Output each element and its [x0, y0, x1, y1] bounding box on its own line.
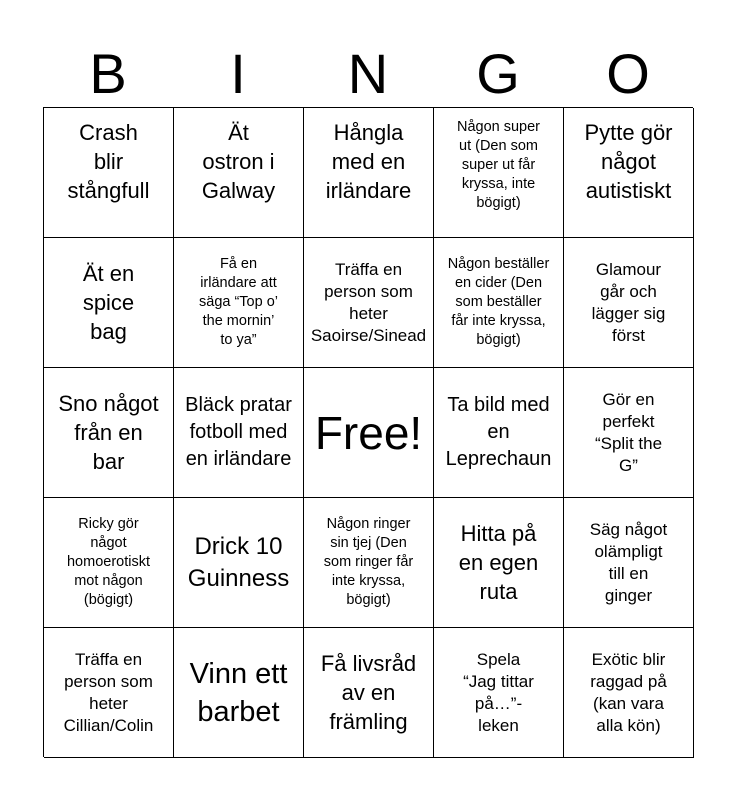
bingo-cell[interactable] — [564, 628, 694, 758]
cell-text: Crash blir stångfull — [67, 120, 150, 203]
cell-text: Ta bild med en Leprechaun — [445, 394, 552, 470]
bingo-cell[interactable] — [564, 238, 694, 368]
cell-text: Hitta på en egen ruta — [458, 521, 539, 604]
bingo-cell[interactable] — [304, 628, 434, 758]
bingo-cell[interactable] — [44, 368, 174, 498]
cell-text: Gör en perfekt “Split the G” — [594, 389, 663, 475]
bingo-cell[interactable] — [174, 238, 304, 368]
cell-text: Ät en spice bag — [82, 261, 135, 344]
cell-text: Få livsråd av en främling — [320, 651, 417, 734]
bingo-cell[interactable] — [174, 368, 304, 498]
bingo-cell[interactable] — [174, 108, 304, 238]
bingo-cell[interactable] — [174, 498, 304, 628]
cell-text: Bläck pratar fotboll med en irländare — [185, 394, 292, 470]
bingo-cell[interactable] — [304, 108, 434, 238]
bingo-cell[interactable] — [44, 628, 174, 758]
bingo-cell[interactable] — [434, 498, 564, 628]
cell-text: Ät ostron i Galway — [201, 120, 276, 203]
bingo-cell[interactable] — [44, 238, 174, 368]
bingo-cell[interactable] — [304, 238, 434, 368]
header-letter-g: G — [476, 42, 520, 105]
bingo-cell[interactable] — [564, 368, 694, 498]
bingo-cell[interactable] — [434, 238, 564, 368]
free-space-cell[interactable] — [304, 368, 434, 498]
bingo-cell[interactable] — [304, 498, 434, 628]
cell-text: Sno något från en bar — [58, 391, 159, 474]
cell-text: Spela “Jag tittar på…”- leken — [463, 649, 534, 735]
cell-text: Drick 10 Guinness — [187, 532, 290, 592]
cell-text: Någon super ut (Den som super ut får kryssa, inte bögigt) — [456, 119, 541, 211]
header-letter-o: O — [606, 42, 650, 105]
bingo-cell[interactable] — [434, 368, 564, 498]
bingo-grid — [43, 107, 693, 757]
cell-text: Ricky gör något homoerotiskt mot någon (bögigt) — [66, 516, 150, 608]
bingo-header — [43, 40, 693, 108]
cell-text: Träffa en person som heter Cillian/Colin — [63, 649, 154, 735]
header-letter-i: I — [230, 42, 246, 105]
bingo-cell[interactable] — [564, 108, 694, 238]
cell-text: Vinn ett barbet — [189, 657, 288, 728]
cell-text: Hångla med en irländare — [325, 120, 412, 203]
bingo-cell[interactable] — [44, 108, 174, 238]
bingo-cell[interactable] — [564, 498, 694, 628]
header-letter-n: N — [347, 42, 389, 105]
header-letter-b: B — [89, 42, 127, 105]
cell-text: Någon ringer sin tjej (Den som ringer får inte kryssa, bögigt) — [323, 516, 414, 608]
bingo-cell[interactable] — [434, 628, 564, 758]
cell-text: Pytte gör något autistiskt — [584, 120, 673, 203]
cell-text: Någon beställer en cider (Den som beställer får inte kryssa, bögigt) — [447, 256, 550, 348]
bingo-cell[interactable] — [44, 498, 174, 628]
bingo-cell[interactable] — [434, 108, 564, 238]
cell-text: Glamour går och lägger sig först — [591, 259, 666, 345]
cell-text: Träffa en person som heter Saoirse/Sinead — [310, 259, 427, 345]
bingo-cell[interactable] — [174, 628, 304, 758]
free-space-text: Free! — [314, 406, 423, 459]
cell-text: Exötic blir raggad på (kan vara alla kön) — [590, 649, 667, 735]
cell-text: Få en irländare att säga “Top o’ the mornin’ to ya” — [199, 256, 278, 348]
cell-text: Säg något olämpligt till en ginger — [589, 519, 668, 605]
